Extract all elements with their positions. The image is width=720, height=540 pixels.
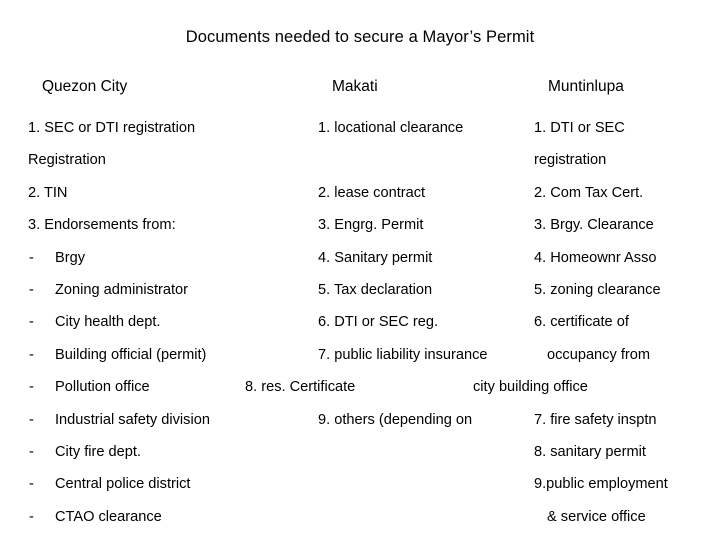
list-item-text: Building official (permit)	[55, 346, 207, 363]
list-item-text: 9.public employment	[534, 476, 668, 493]
list-item	[534, 209, 720, 241]
list-item	[534, 177, 720, 209]
list-item-text: 6. DTI or SEC reg.	[318, 314, 439, 331]
list-item-text: Pollution office	[55, 379, 150, 396]
text-fragment-city-building-office: city building office	[473, 379, 588, 395]
list-item	[534, 306, 720, 338]
list-item	[534, 436, 720, 468]
list-item	[318, 339, 533, 371]
list-item-text: Zoning administrator	[55, 281, 189, 298]
page-title: Documents needed to secure a Mayor’s Permit	[185, 28, 535, 46]
list-item	[318, 209, 533, 241]
list-item	[28, 242, 298, 274]
list-item-text: 2. lease contract	[318, 184, 426, 201]
list-item-text: Registration	[28, 152, 106, 169]
list-item	[318, 404, 533, 436]
list-item	[318, 177, 533, 209]
list-item	[28, 209, 298, 241]
list-item-text: 3. Endorsements from:	[28, 217, 176, 234]
list-item-text: registration	[534, 152, 607, 169]
list-item-text: CTAO clearance	[55, 508, 162, 525]
list-item	[534, 144, 720, 176]
list-item	[318, 112, 533, 144]
text-fragment-res-certificate: 8. res. Certificate	[245, 379, 356, 395]
list-item-text: 1. DTI or SEC	[534, 120, 625, 136]
column-header-makati: Makati	[332, 78, 378, 95]
list-item-text: 7. fire safety insptn	[534, 411, 657, 428]
list-item-text: 5. zoning clearance	[534, 281, 661, 298]
list-item-text: 3. Brgy. Clearance	[534, 217, 654, 234]
column-header-quezon-city: Quezon City	[42, 78, 128, 95]
list-item	[28, 339, 298, 371]
list-item	[534, 468, 720, 500]
list-item-text: 6. certificate of	[534, 314, 629, 331]
list-item-text: 2. TIN	[28, 184, 68, 201]
list-item-text: 4. Sanitary permit	[318, 249, 433, 266]
list-item-text: 8. sanitary permit	[534, 443, 646, 460]
list-item	[534, 501, 720, 533]
list-item	[534, 274, 720, 306]
list-item-text: 1. SEC or DTI registration	[28, 120, 196, 136]
list-item-text: Industrial safety division	[55, 411, 210, 428]
list-item	[28, 404, 298, 436]
column-quezon-city	[28, 112, 298, 533]
list-item-text: 7. public liability insurance	[318, 346, 488, 363]
list-item-text: 2. Com Tax Cert.	[534, 184, 644, 201]
list-item	[28, 177, 298, 209]
dash-bullet-icon: -	[29, 249, 34, 266]
list-item-text: 9. others (depending on	[318, 411, 473, 428]
list-item	[28, 306, 298, 338]
list-item-text: 3. Engrg. Permit	[318, 217, 424, 234]
list-item-text: 1. locational clearance	[318, 120, 464, 136]
list-item	[28, 501, 298, 533]
list-item-text: & service office	[547, 508, 646, 525]
list-item	[28, 274, 298, 306]
dash-bullet-icon: -	[29, 314, 34, 331]
list-item-text: Brgy	[55, 249, 86, 266]
list-item-text: 5. Tax declaration	[318, 281, 433, 298]
list-item-text: 4. Homeownr Asso	[534, 249, 657, 266]
list-item	[28, 112, 298, 144]
list-item	[534, 404, 720, 436]
dash-bullet-icon: -	[29, 346, 34, 363]
list-item-text: City health dept.	[55, 314, 161, 331]
dash-bullet-icon: -	[29, 508, 34, 525]
list-item	[318, 306, 533, 338]
column-header-muntinlupa: Muntinlupa	[548, 78, 624, 95]
list-item	[28, 144, 298, 176]
list-item	[318, 242, 533, 274]
list-item-text: Central police district	[55, 476, 191, 493]
list-item	[318, 274, 533, 306]
dash-bullet-icon: -	[29, 411, 34, 428]
list-item	[534, 339, 720, 371]
list-item-text: occupancy from	[547, 346, 651, 363]
dash-bullet-icon: -	[29, 379, 34, 396]
dash-bullet-icon: -	[29, 443, 34, 460]
dash-bullet-icon: -	[29, 476, 34, 493]
dash-bullet-icon: -	[29, 281, 34, 298]
spacer-row	[318, 144, 533, 176]
list-item	[28, 468, 298, 500]
list-item	[534, 242, 720, 274]
list-item	[534, 112, 720, 144]
list-item-text: City fire dept.	[55, 443, 141, 460]
column-muntinlupa	[534, 112, 720, 533]
list-item	[28, 436, 298, 468]
